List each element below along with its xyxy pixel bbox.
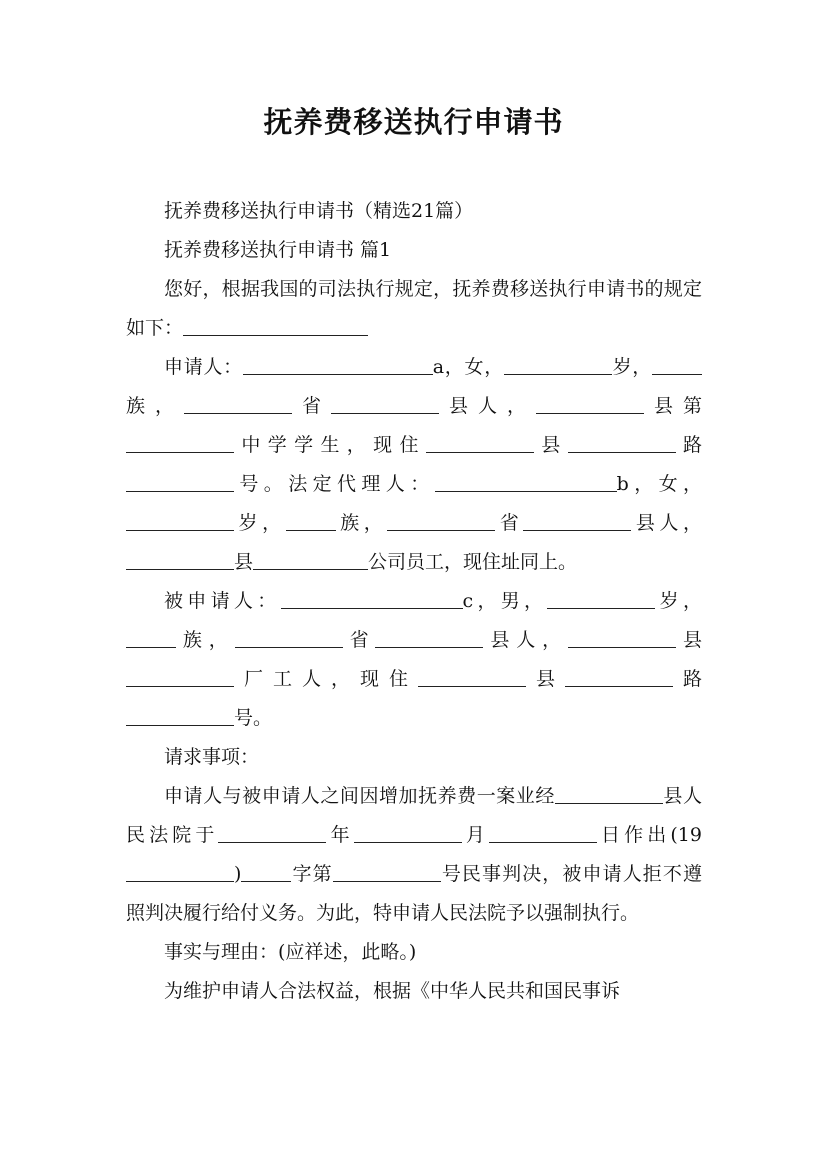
- respondent-text: 族，: [176, 629, 235, 651]
- request-text: ): [234, 863, 242, 885]
- respondent-text: c，男，: [462, 590, 548, 612]
- blank-field[interactable]: [568, 628, 676, 648]
- greeting-text: 您好，根据我国的司法执行规定，抚养费移送执行申请书的规定如下：: [126, 278, 702, 339]
- blank-field[interactable]: [354, 823, 462, 843]
- applicant-text: a，女，: [432, 356, 504, 378]
- applicant-text: 岁，: [234, 512, 286, 534]
- applicant-text: 省: [292, 395, 331, 417]
- blank-field[interactable]: [333, 862, 441, 882]
- blank-field[interactable]: [286, 511, 336, 531]
- request-text: 号: [440, 863, 462, 885]
- blank-field[interactable]: [241, 862, 291, 882]
- applicant-text: 中学学生，现住: [234, 434, 426, 456]
- blank-field[interactable]: [375, 628, 483, 648]
- blank-field[interactable]: [565, 667, 673, 687]
- request-text: 县人民法院于: [126, 785, 702, 846]
- blank-field[interactable]: [243, 355, 433, 375]
- applicant-text: 县: [533, 434, 568, 456]
- respondent-text: 岁，: [655, 590, 702, 612]
- request-text: 年: [326, 824, 354, 846]
- blank-field[interactable]: [568, 433, 676, 453]
- applicant-text: 路: [675, 434, 702, 456]
- respondent-text: 县人，: [483, 629, 569, 651]
- blank-field[interactable]: [184, 394, 292, 414]
- applicant-text: 县: [234, 551, 254, 573]
- section-heading: 抚养费移送执行申请书 篇1: [164, 239, 392, 261]
- blank-field[interactable]: [235, 628, 343, 648]
- blank-field[interactable]: [489, 823, 597, 843]
- applicant-text: 省: [495, 512, 524, 534]
- applicant-text: b，女，: [616, 473, 702, 495]
- request-text: 申请人与被申请人之间因增加抚养费一案业经: [164, 785, 555, 807]
- blank-field[interactable]: [126, 706, 234, 726]
- applicant-text: 族，: [126, 395, 184, 417]
- respondent-text: 县: [676, 629, 702, 651]
- request-text: 月: [461, 824, 489, 846]
- blank-field[interactable]: [253, 550, 368, 570]
- blank-field[interactable]: [126, 472, 234, 492]
- blank-field[interactable]: [523, 511, 631, 531]
- respondent-label: 被申请人：: [164, 590, 281, 612]
- applicant-text: 族，: [335, 512, 388, 534]
- applicant-text: 县第: [643, 395, 702, 417]
- applicant-text: 岁，: [611, 356, 652, 378]
- blank-field[interactable]: [126, 433, 234, 453]
- applicant-paragraph: [126, 348, 702, 582]
- blank-field[interactable]: [547, 589, 655, 609]
- respondent-text: 省: [342, 629, 376, 651]
- document-body: [126, 192, 702, 1011]
- page-title: 抚养费移送执行申请书: [263, 105, 564, 139]
- respondent-text: 路: [672, 668, 702, 690]
- blank-field[interactable]: [183, 316, 368, 336]
- respondent-text: 号。: [234, 707, 273, 729]
- blank-field[interactable]: [331, 394, 439, 414]
- blank-field[interactable]: [418, 667, 526, 687]
- applicant-text: 号。法定代理人：: [234, 473, 435, 495]
- blank-field[interactable]: [126, 862, 234, 882]
- respondent-paragraph: [126, 582, 702, 738]
- applicant-text: 县人，: [439, 395, 536, 417]
- blank-field[interactable]: [435, 472, 617, 492]
- blank-field[interactable]: [504, 355, 612, 375]
- facts-paragraph: 事实与理由：(应祥述，此略。): [164, 941, 417, 963]
- blank-field[interactable]: [126, 511, 234, 531]
- greeting-paragraph: [126, 270, 702, 348]
- request-text: 民事判决，被申请人拒不遵照判决履行给付义务。为此，特申请人民法院予以强制执行。: [126, 863, 702, 924]
- blank-field[interactable]: [218, 823, 326, 843]
- blank-field[interactable]: [126, 550, 234, 570]
- applicant-text: 公司员工，现住址同上。: [368, 551, 578, 573]
- blank-field[interactable]: [652, 355, 702, 375]
- subtitle-line: 抚养费移送执行申请书（精选21篇）: [164, 200, 474, 222]
- respondent-text: 厂工人，现住: [234, 668, 418, 690]
- request-text: 字第: [291, 863, 333, 885]
- blank-field[interactable]: [555, 784, 663, 804]
- blank-field[interactable]: [536, 394, 644, 414]
- respondent-text: 县: [525, 668, 565, 690]
- request-heading: 请求事项：: [164, 746, 260, 768]
- applicant-text: 县人，: [631, 512, 702, 534]
- applicant-label: 申请人：: [164, 356, 243, 378]
- closing-paragraph: 为维护申请人合法权益，根据《中华人民共和国民事诉: [164, 980, 621, 1002]
- blank-field[interactable]: [387, 511, 495, 531]
- blank-field[interactable]: [281, 589, 463, 609]
- blank-field[interactable]: [126, 628, 176, 648]
- blank-field[interactable]: [426, 433, 534, 453]
- request-text: 日作出(19: [596, 824, 702, 846]
- request-paragraph: [126, 777, 702, 933]
- blank-field[interactable]: [126, 667, 234, 687]
